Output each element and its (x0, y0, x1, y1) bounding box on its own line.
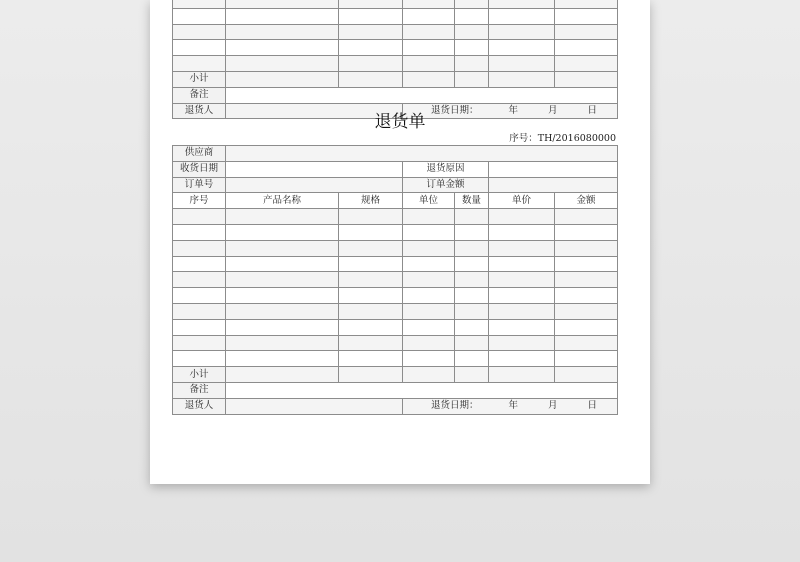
supplier-field[interactable] (226, 146, 618, 162)
returner-field[interactable] (226, 398, 403, 414)
subtotal-row (173, 71, 618, 87)
receive-date-field[interactable] (226, 161, 403, 177)
form-title: 退货单 (374, 112, 426, 132)
table-row (173, 303, 618, 319)
order-no-field[interactable] (226, 177, 403, 193)
col-header-unit: 单位 (403, 193, 455, 209)
table-row (173, 8, 618, 24)
table-row (173, 24, 618, 40)
order-amount-field[interactable] (489, 177, 618, 193)
remark-row (173, 382, 618, 398)
table-row (173, 56, 618, 72)
table-row (173, 224, 618, 240)
header-row (173, 193, 618, 209)
table-row (173, 288, 618, 304)
order-row (173, 177, 618, 193)
order-no-label: 订单号 (173, 177, 226, 193)
subtotal-label: 小计 (173, 367, 226, 383)
return-reason-label: 退货原因 (403, 161, 489, 177)
returner-label: 退货人 (173, 103, 226, 119)
subtotal-row (173, 367, 618, 383)
remark-field[interactable] (226, 87, 618, 103)
return-reason-field[interactable] (489, 161, 618, 177)
remark-label: 备注 (173, 382, 226, 398)
col-header-product: 产品名称 (226, 193, 339, 209)
receive-date-label: 收货日期 (173, 161, 226, 177)
col-header-amount: 金额 (555, 193, 618, 209)
previous-form-table (172, 0, 618, 119)
table-row (173, 240, 618, 256)
table-row (173, 256, 618, 272)
return-date-cell: 退货日期： 年 月 日 (403, 103, 618, 119)
col-header-index: 序号 (173, 193, 226, 209)
remark-label: 备注 (173, 87, 226, 103)
table-row (173, 319, 618, 335)
table-row (173, 0, 618, 8)
serial-number: 序号：TH/2016080000 (509, 133, 616, 144)
return-form-table (172, 145, 618, 415)
document-page (150, 0, 650, 484)
table-row (173, 272, 618, 288)
remark-row (173, 87, 618, 103)
table-row (173, 40, 618, 56)
col-header-spec: 规格 (339, 193, 403, 209)
supplier-label: 供应商 (173, 146, 226, 162)
remark-field[interactable] (226, 382, 618, 398)
table-row (173, 335, 618, 351)
col-header-qty: 数量 (455, 193, 489, 209)
table-row (173, 209, 618, 225)
return-date-cell: 退货日期： 年 月 日 (403, 398, 618, 414)
subtotal-label: 小计 (173, 71, 226, 87)
table-row (173, 351, 618, 367)
returner-row (173, 398, 618, 414)
returner-label: 退货人 (173, 398, 226, 414)
supplier-row (173, 146, 618, 162)
order-amount-label: 订单金额 (403, 177, 489, 193)
receive-date-row (173, 161, 618, 177)
col-header-price: 单价 (489, 193, 555, 209)
